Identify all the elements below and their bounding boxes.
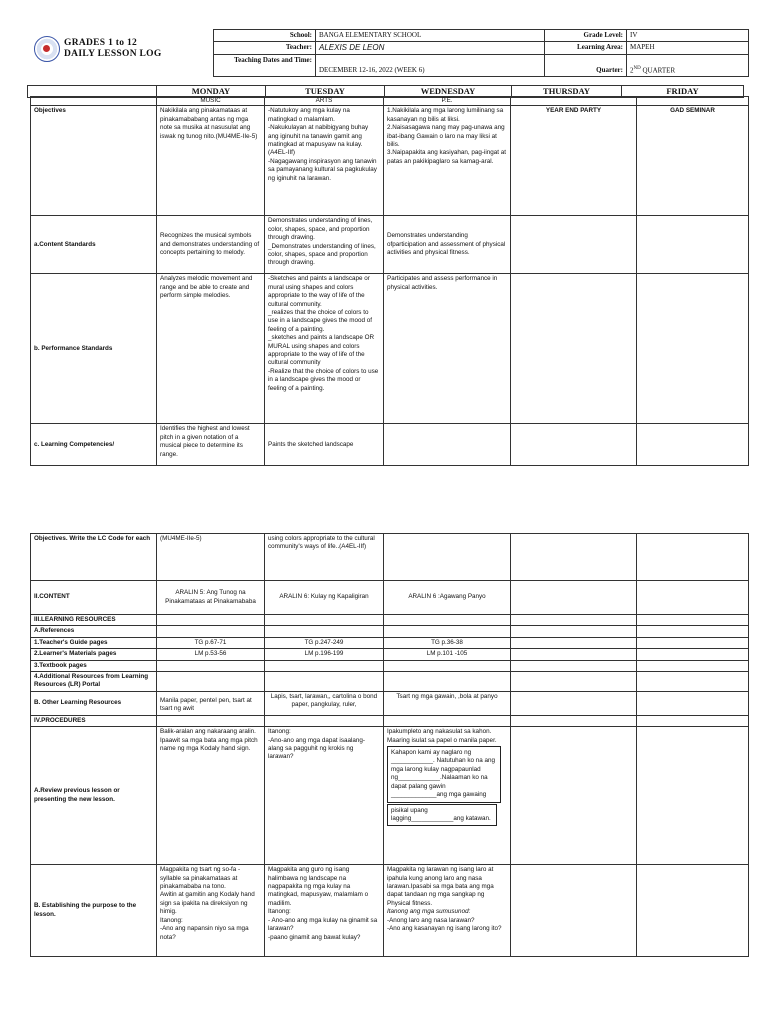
row-procedures: [31, 715, 749, 726]
other-tue: Lapis, tsart, larawan,, cartolina o bond paper, pangkulay, ruler,: [265, 691, 384, 715]
obj-lc-fri: [637, 534, 749, 581]
review-wed-box1: Kahapon kami ay naglaro ng ____________. Natutuhan ko na ang mga larong kulay nagpapaunlad ng____________.Nalaaman ko na dapat palang gawin _____________ang mga gawaing: [387, 746, 501, 802]
ref-label: A.References: [31, 626, 157, 637]
obj-lc-mon: (MU4ME-IIe-5): [157, 534, 265, 581]
row-content-standards: [31, 216, 749, 274]
review-tue: Itanong: -Ano-ano ang mga dapat isaalang-alang sa pagguhit ng krokis ng larawan?: [265, 727, 384, 865]
row-other-resources: [31, 691, 749, 715]
row-review: [31, 727, 749, 865]
quarter-number: 2: [630, 66, 634, 74]
competencies-mon: Identifies the highest and lowest pitch in a given notation of a musical piece to determine its range.: [157, 424, 265, 466]
grade-value: IV: [627, 30, 749, 42]
lesson-table-part1: [30, 96, 749, 466]
dates-label: Teaching Dates and Time:: [214, 55, 316, 77]
review-wed-box2: pisikal upang lagging____________ang katawan.: [387, 804, 497, 827]
row-objectives: [31, 106, 749, 216]
perf-std-wed: Participates and assess performance in physical activities.: [384, 274, 511, 424]
area-label: Learning Area:: [545, 42, 627, 55]
lr-label: III.LEARNING RESOURCES: [31, 615, 157, 626]
quarter-word: QUARTER: [640, 66, 676, 74]
school-value: BANGA ELEMENTARY SCHOOL: [316, 30, 545, 42]
subject-corner: [31, 97, 157, 106]
content-mon: ARALIN 5: Ang Tunog na Pinakamataas at Pinakamababa: [157, 581, 265, 615]
add-label: 4.Additional Resources from Learning Resources (LR) Portal: [31, 672, 157, 692]
day-monday: MONDAY: [157, 86, 266, 98]
content-label: II.CONTENT: [31, 581, 157, 615]
row-objectives-lc: [31, 534, 749, 581]
title-line1: GRADES 1 to 12: [64, 38, 138, 48]
quarter-value: [627, 55, 749, 77]
perf-std-thu: [511, 274, 637, 424]
objectives-fri: GAD SEMINAR: [637, 106, 749, 216]
content-fri: [637, 581, 749, 615]
row-textbook: [31, 660, 749, 671]
content-std-fri: [637, 216, 749, 274]
row-competencies: [31, 424, 749, 466]
quarter-label: Quarter:: [545, 55, 627, 77]
competencies-fri: [637, 424, 749, 466]
obj-lc-thu: [511, 534, 637, 581]
perf-std-mon: Analyzes melodic movement and range and be able to create and perform simple melodies.: [157, 274, 265, 424]
review-wed: [384, 727, 511, 865]
purpose-wed-b: Itanong ang mga sumusunod:: [387, 908, 471, 916]
proc-label: IV.PROCEDURES: [31, 715, 157, 726]
obj-lc-label: Objectives. Write the LC Code for each: [31, 534, 157, 581]
teacher-label: Teacher:: [214, 42, 316, 55]
lm-mon: LM p.53-56: [157, 649, 265, 660]
content-std-thu: [511, 216, 637, 274]
school-label: School:: [214, 30, 316, 42]
purpose-mon: Magpakita ng tsart ng so-fa -syllable sa pinakamataas at pinakamababa na tono. Awitin at gamitin ang Kodaly hand sign sa ipakita na direksiyon ng himig. Itanong: -Ano ang napansin niyo sa mga nota?: [157, 865, 265, 957]
day-tuesday: TUESDAY: [266, 86, 385, 98]
subject-arts: ARTS: [265, 97, 384, 106]
subject-thu: [511, 97, 637, 106]
other-mon: Manila paper, pentel pen, tsart at tsart ng awit: [157, 691, 265, 715]
tg-label: 1.Teacher's Guide pages: [31, 637, 157, 648]
tg-mon: TG p.67-71: [157, 637, 265, 648]
content-std-mon: Recognizes the musical symbols and demonstrates understanding of concepts pertaining to melody.: [157, 216, 265, 274]
content-thu: [511, 581, 637, 615]
purpose-wed: [384, 865, 511, 957]
objectives-wed: 1.Nakikilala ang mga larong lumilinang sa kasanayan ng bilis at liksi. 2.Naisasagawa nang may pag-unawa ang ibat-ibang Gawain o laro na may liksi at bilis. 3.Naipapakita ang kasiyahan, pag-iingat at patas an pakikipaglaro sa kamag-aral.: [384, 106, 511, 216]
competencies-label: c. Learning Competencies/: [31, 424, 157, 466]
obj-lc-tue: using colors appropriate to the cultural community's ways of life..(A4EL-IIf): [265, 534, 384, 581]
review-label: A.Review previous lesson or presenting the new lesson.: [31, 727, 157, 865]
content-std-wed: Demonstrates understanding ofparticipation and assessment of physical activities and physical fitness.: [384, 216, 511, 274]
content-tue: ARALIN 6: Kulay ng Kapaligiran: [265, 581, 384, 615]
perf-std-label: b. Performance Standards: [31, 274, 157, 424]
row-content: [31, 581, 749, 615]
review-wed-intro: Ipakumpleto ang nakasulat sa kahon. Maaring isulat sa papel o manila paper.: [387, 728, 497, 744]
content-std-label: a.Content Standards: [31, 216, 157, 274]
objectives-thu: YEAR END PARTY: [511, 106, 637, 216]
quarter-suffix: ND: [633, 65, 641, 71]
day-friday: FRIDAY: [622, 86, 744, 98]
perf-std-tue: -Sketches and paints a landscape or mural using shapes and colors appropriate to the way of life of the cultural community. _realizes that the choice of colors to use in a landscape gives the mood of feeling of a painting. _sketches and paints a landscape OR MURAL using shapes and colors appropriate to the way of life of the cultural community -Realize that the choice of colors to use in a landscape gives the mood or feeling of a painting.: [265, 274, 384, 424]
row-additional: [31, 672, 749, 692]
teacher-value: ALEXIS DE LEON: [316, 42, 545, 55]
tg-wed: TG p.36-38: [384, 637, 511, 648]
lesson-table-part2: [30, 533, 749, 957]
objectives-mon: Nakikilala ang pinakamataas at pinakamababang antas ng mga note sa musika at nasusulat ang iswak ng tunog nito.(MU4ME-IIe-5): [157, 106, 265, 216]
purpose-wed-a: Magpakita ng larawan ng isang laro at ipahula kung anong laro ang nasa larawan.Ipasabi sa mga bata ang mga dapat tandaan ng mga sangkap ng Physical fitness.: [387, 866, 494, 907]
purpose-label: B. Establishing the purpose to the lesson.: [31, 865, 157, 957]
purpose-tue: Magpakita ang guro ng isang halimbawa ng landscape na nagpapakita ng mga kulay na matingkad, mapusyaw, malamlam o madilim. Itanong: - Ano-ano ang mga kulay na ginamit sa larawan? -paano ginamit ang bawat kulay?: [265, 865, 384, 957]
tg-tue: TG p.247-249: [265, 637, 384, 648]
competencies-tue: Paints the sketched landscape: [265, 424, 384, 466]
subject-pe: P.E.: [384, 97, 511, 106]
area-value: MAPEH: [627, 42, 749, 55]
content-std-tue: Demonstrates understanding of lines, color, shapes, space, and proportion through drawing. _Demonstrates understanding of lines, color, shapes, space and proportion through drawing.: [265, 216, 384, 274]
subject-music: MUSIC: [157, 97, 265, 106]
row-performance-standards: [31, 274, 749, 424]
row-purpose: [31, 865, 749, 957]
row-lm: [31, 649, 749, 660]
other-wed: Tsart ng mga gawain, ,bola at panyo: [384, 691, 511, 715]
day-wednesday: WEDNESDAY: [385, 86, 512, 98]
subject-fri: [637, 97, 749, 106]
purpose-wed-c: -Anong laro ang nasa larawan? -Ano ang kasanayan ng isang larong ito?: [387, 916, 502, 933]
objectives-label: Objectives: [31, 106, 157, 216]
obj-lc-wed: [384, 534, 511, 581]
row-tg: [31, 637, 749, 648]
row-learning-resources: [31, 615, 749, 626]
content-wed: ARALIN 6 :Agawang Panyo: [384, 581, 511, 615]
other-label: B. Other Learning Resources: [31, 691, 157, 715]
tb-label: 3.Textbook pages: [31, 660, 157, 671]
dates-value: DECEMBER 12-16, 2022 (WEEK 6): [316, 55, 545, 77]
row-references: [31, 626, 749, 637]
review-mon: Balik-aralan ang nakaraang aralin. Ipaawit sa mga bata ang mga pitch name ng mga Kodaly hand sign.: [157, 727, 265, 865]
lm-wed: LM p.101 -105: [384, 649, 511, 660]
lm-label: 2.Learner's Materials pages: [31, 649, 157, 660]
deped-seal-icon: [34, 36, 60, 62]
lm-tue: LM p.196-199: [265, 649, 384, 660]
competencies-thu: [511, 424, 637, 466]
perf-std-fri: [637, 274, 749, 424]
header-info-table: [213, 29, 749, 77]
day-thursday: THURSDAY: [512, 86, 622, 98]
header-logo-block: [32, 30, 212, 72]
competencies-wed: [384, 424, 511, 466]
grade-label: Grade Level:: [545, 30, 627, 42]
objectives-tue: -Natutukoy ang mga kulay na matingkad o malamlam. -Nakukulayan at nabibigyang buhay ang iginuhit na tanawin gamit ang matingkad at mapusyaw na kulay. (A4EL-IIf) -Nagagawang inspirasyon ang tanawin sa pamayanang kultural sa pagkukulay ng iginuhit na larawan.: [265, 106, 384, 216]
title-line2: DAILY LESSON LOG: [64, 49, 162, 59]
